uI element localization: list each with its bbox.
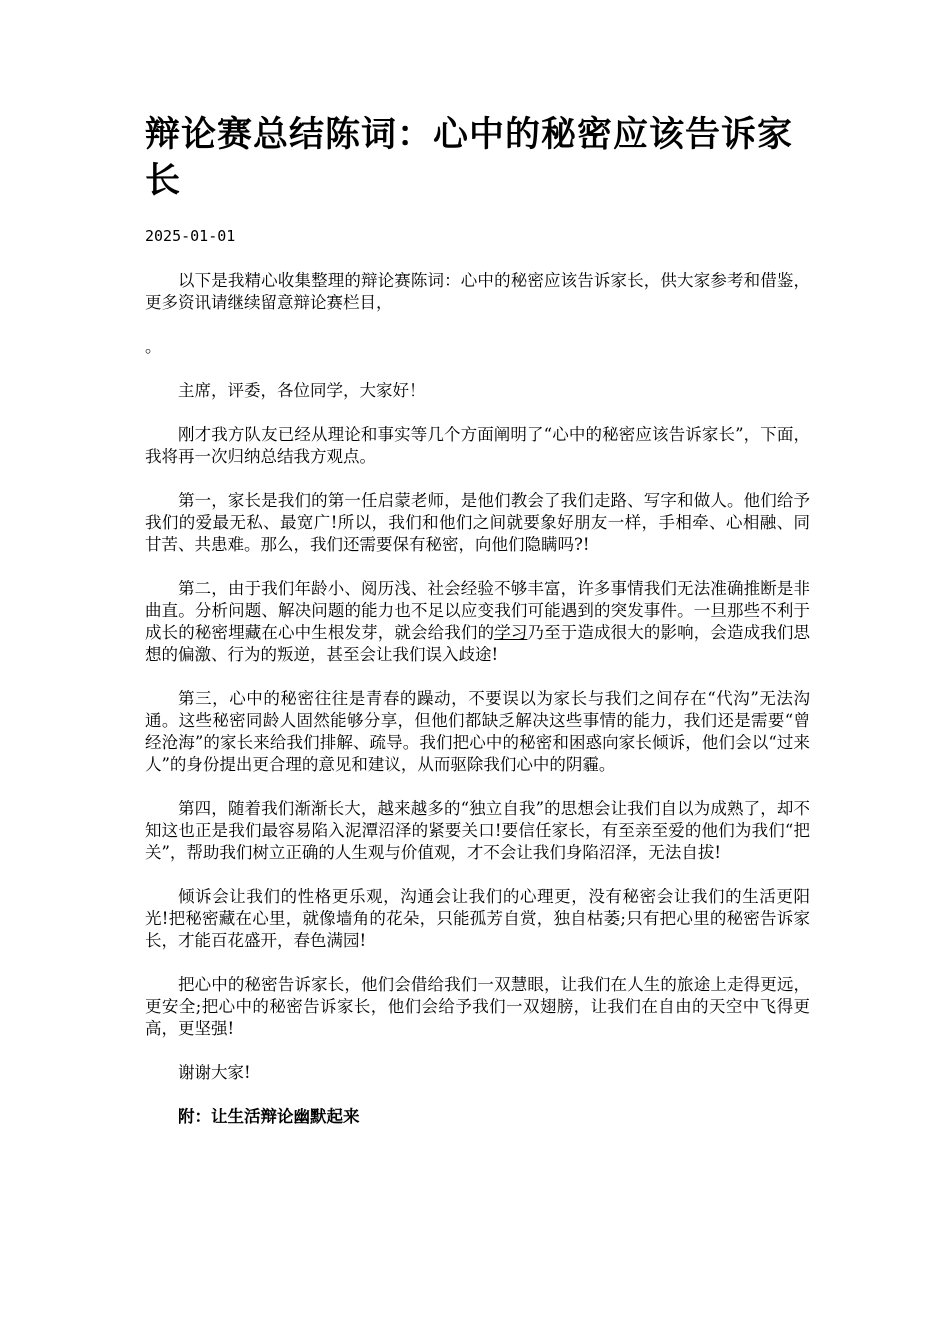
point-two-paragraph	[145, 578, 810, 666]
point-two-text-b: 乃至于造成很大的影响，会造成我们思想的偏激、行为的叛逆，甚至会让我们误入歧途!	[145, 623, 811, 664]
greeting-paragraph: 主席，评委，各位同学，大家好！	[178, 381, 426, 400]
point-two-text-a: 第二，由于我们年龄小、阅历浅、社会经验不够丰富，许多事情我们无法准确推断是非曲直。分析问题、解决问题的能力也不足以应变我们可能遇到的突发事件。一旦那些不利于成长的秘密埋藏在心中生根发芽，就会给我们的	[145, 579, 810, 642]
point-three-paragraph: 第三，心中的秘密往往是青春的躁动，不要误以为家长与我们之间存在“代沟”无法沟通。这些秘密同龄人固然能够分享，但他们都缺乏解决这些事情的能力，我们还是需要“曾经沧海”的家长来给我们排解、疏导。我们把心中的秘密和困惑向家长倾诉，他们会以“过来人”的身份提出更合理的意见和建议，从而驱除我们心中的阴霾。	[145, 689, 810, 774]
confide-paragraph: 倾诉会让我们的性格更乐观，沟通会让我们的心理更，没有秘密会让我们的生活更阳光!把秘密藏在心里，就像墙角的花朵，只能孤芳自赏，独自枯萎;只有把心里的秘密告诉家长，才能百花盛开，春色满园!	[145, 887, 810, 950]
thanks-paragraph: 谢谢大家!	[178, 1063, 251, 1082]
appendix-heading: 附：让生活辩论幽默起来	[178, 1107, 360, 1126]
closing-paragraph: 把心中的秘密告诉家长，他们会借给我们一双慧眼，让我们在人生的旅途上走得更远，更安全;把心中的秘密告诉家长，他们会给予我们一双翅膀，让我们在自由的天空中飞得更高，更坚强!	[145, 975, 810, 1038]
document-page	[145, 112, 810, 1150]
point-one-paragraph: 第一，家长是我们的第一任启蒙老师，是他们教会了我们走路、写字和做人。他们给予我们的爱最无私、最宽广!所以，我们和他们之间就要象好朋友一样，手相牵、心相融、同甘苦、共患难。那么，我们还需要保有秘密，向他们隐瞒吗?!	[145, 491, 810, 554]
study-link[interactable]: 学习	[494, 623, 528, 642]
page-title: 辩论赛总结陈词：心中的秘密应该告诉家长	[145, 115, 794, 201]
article-body	[145, 270, 810, 1128]
publish-date: 2025-01-01	[145, 227, 236, 245]
intro-paragraph: 以下是我精心收集整理的辩论赛陈词：心中的秘密应该告诉家长，供大家参考和借鉴，更多资讯请继续留意辩论赛栏目，	[145, 271, 810, 312]
point-four-paragraph: 第四，随着我们渐渐长大，越来越多的“独立自我”的思想会让我们自以为成熟了，却不知这也正是我们最容易陷入泥潭沼泽的紧要关口!要信任家长，有至亲至爱的他们为我们“把关”，帮助我们树立正确的人生观与价值观，才不会让我们身陷沼泽，无法自拔!	[145, 799, 810, 862]
intro-end-mark: 。	[145, 337, 162, 356]
opening-paragraph: 刚才我方队友已经从理论和事实等几个方面阐明了“心中的秘密应该告诉家长”，下面，我将再一次归纳总结我方观点。	[145, 425, 810, 466]
